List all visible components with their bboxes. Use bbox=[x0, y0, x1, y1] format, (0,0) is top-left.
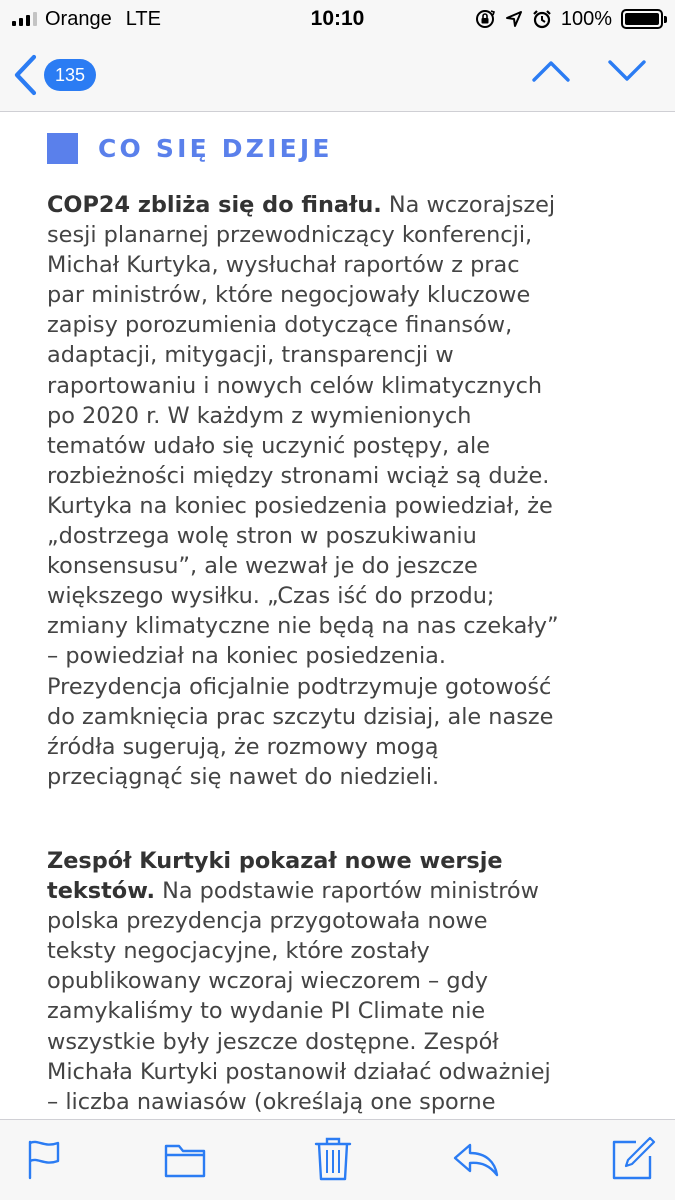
previous-message-button[interactable] bbox=[531, 58, 571, 89]
paragraph-line: wszystkie były jeszcze dostępne. Zespół bbox=[47, 1028, 499, 1055]
mail-navigation-bar bbox=[0, 40, 675, 112]
paragraph-line: do zamknięcia prac szczytu dzisiaj, ale nasze bbox=[47, 703, 554, 730]
paragraph-line: adaptacji, mitygacji, transparencji w bbox=[47, 342, 454, 369]
battery-percentage: 100% bbox=[560, 7, 612, 30]
paragraph-line: sesji planarnej przewodniczący konferencji, bbox=[47, 222, 533, 249]
paragraph-line: – powiedział na koniec posiedzenia. bbox=[47, 643, 446, 670]
paragraph-kurtyka-team bbox=[47, 846, 659, 1117]
reply-icon bbox=[452, 1142, 500, 1178]
paragraph-line: Prezydencja oficjalnie podtrzymuje gotowość bbox=[47, 673, 552, 700]
paragraph-line bbox=[47, 876, 659, 906]
paragraph-line: konsensusu”, ale wezwał je do jeszcze bbox=[47, 553, 478, 580]
paragraph-lead: tekstów. bbox=[47, 878, 155, 905]
clock: 10:10 bbox=[310, 7, 365, 30]
paragraph-line: raportowaniu i nowych celów klimatycznych bbox=[47, 372, 543, 399]
paragraph-line bbox=[47, 190, 659, 220]
chevron-left-icon bbox=[12, 54, 38, 96]
network-type: LTE bbox=[125, 7, 161, 30]
paragraph-line: po 2020 r. W każdym z wymienionych bbox=[47, 402, 472, 429]
folder-icon bbox=[164, 1142, 206, 1178]
paragraph-line: źródła sugerują, że rozmowy mogą bbox=[47, 733, 439, 760]
next-message-button[interactable] bbox=[607, 58, 647, 89]
chevron-down-icon bbox=[607, 58, 647, 84]
battery-icon bbox=[621, 9, 663, 29]
status-right bbox=[474, 6, 663, 32]
section-title: CO SIĘ DZIEJE bbox=[98, 134, 333, 163]
paragraph-line-text: Na podstawie raportów ministrów bbox=[162, 878, 539, 905]
back-to-inbox-button[interactable] bbox=[12, 52, 96, 98]
compose-button[interactable] bbox=[610, 1136, 656, 1187]
paragraph-line bbox=[47, 846, 659, 876]
location-arrow-icon bbox=[505, 10, 523, 28]
paragraph-lead: Zespół Kurtyki pokazał nowe wersje bbox=[47, 848, 503, 874]
paragraph-cop24 bbox=[47, 190, 659, 792]
paragraph-line: tematów udało się uczynić postępy, ale bbox=[47, 432, 490, 459]
reply-button[interactable] bbox=[452, 1142, 500, 1183]
paragraph-line: Kurtyka na koniec posiedzenia powiedział, że bbox=[47, 492, 553, 519]
paragraph-line: przeciągnąć się nawet do niedzieli. bbox=[47, 763, 440, 790]
paragraph-line: zmiany klimatyczne nie będą na nas czekały” bbox=[47, 613, 559, 640]
paragraph-lead: COP24 zbliża się do finału. bbox=[47, 192, 382, 218]
paragraph-line-text: Na wczorajszej bbox=[388, 192, 556, 218]
delete-button[interactable] bbox=[314, 1136, 352, 1187]
paragraph-line: zapisy porozumienia dotyczące finansów, bbox=[47, 312, 513, 339]
paragraph-line: Michała Kurtyki postanowił działać odważniej bbox=[47, 1058, 551, 1085]
paragraph-line: rozbieżności między stronami wciąż są duże. bbox=[47, 462, 550, 489]
compose-icon bbox=[610, 1136, 656, 1182]
unread-count-badge: 135 bbox=[44, 59, 96, 91]
message-pager bbox=[531, 58, 647, 89]
paragraph-line: Michał Kurtyka, wysłuchał raportów z prac bbox=[47, 252, 520, 279]
paragraph-line: – liczba nawiasów (określają one sporne bbox=[47, 1088, 496, 1115]
paragraph-line: opublikowany wczoraj wieczorem – gdy bbox=[47, 968, 489, 995]
chevron-up-icon bbox=[531, 58, 571, 84]
paragraph-line: zamykaliśmy to wydanie PI Climate nie bbox=[47, 998, 486, 1025]
paragraph-line: polska prezydencja przygotowała nowe bbox=[47, 908, 488, 935]
paragraph-line: teksty negocjacyjne, które zostały bbox=[47, 938, 430, 965]
paragraph-line: „dostrzega wolę stron w poszukiwaniu bbox=[47, 523, 477, 550]
paragraph-line: większego wysiłku. „Czas iść do przodu; bbox=[47, 583, 495, 610]
paragraph-line: par ministrów, które negocjowały kluczowe bbox=[47, 282, 531, 309]
message-toolbar bbox=[0, 1119, 675, 1200]
message-body[interactable] bbox=[0, 113, 675, 1119]
carrier-name: Orange bbox=[45, 7, 112, 30]
alarm-icon bbox=[532, 9, 552, 29]
status-bar bbox=[0, 0, 675, 40]
flag-button[interactable] bbox=[26, 1138, 62, 1185]
orientation-lock-icon bbox=[474, 8, 496, 30]
flag-icon bbox=[26, 1138, 62, 1180]
section-marker-square-icon bbox=[47, 133, 78, 164]
move-to-folder-button[interactable] bbox=[164, 1142, 206, 1183]
trash-icon bbox=[314, 1136, 352, 1182]
section-header bbox=[47, 133, 333, 164]
